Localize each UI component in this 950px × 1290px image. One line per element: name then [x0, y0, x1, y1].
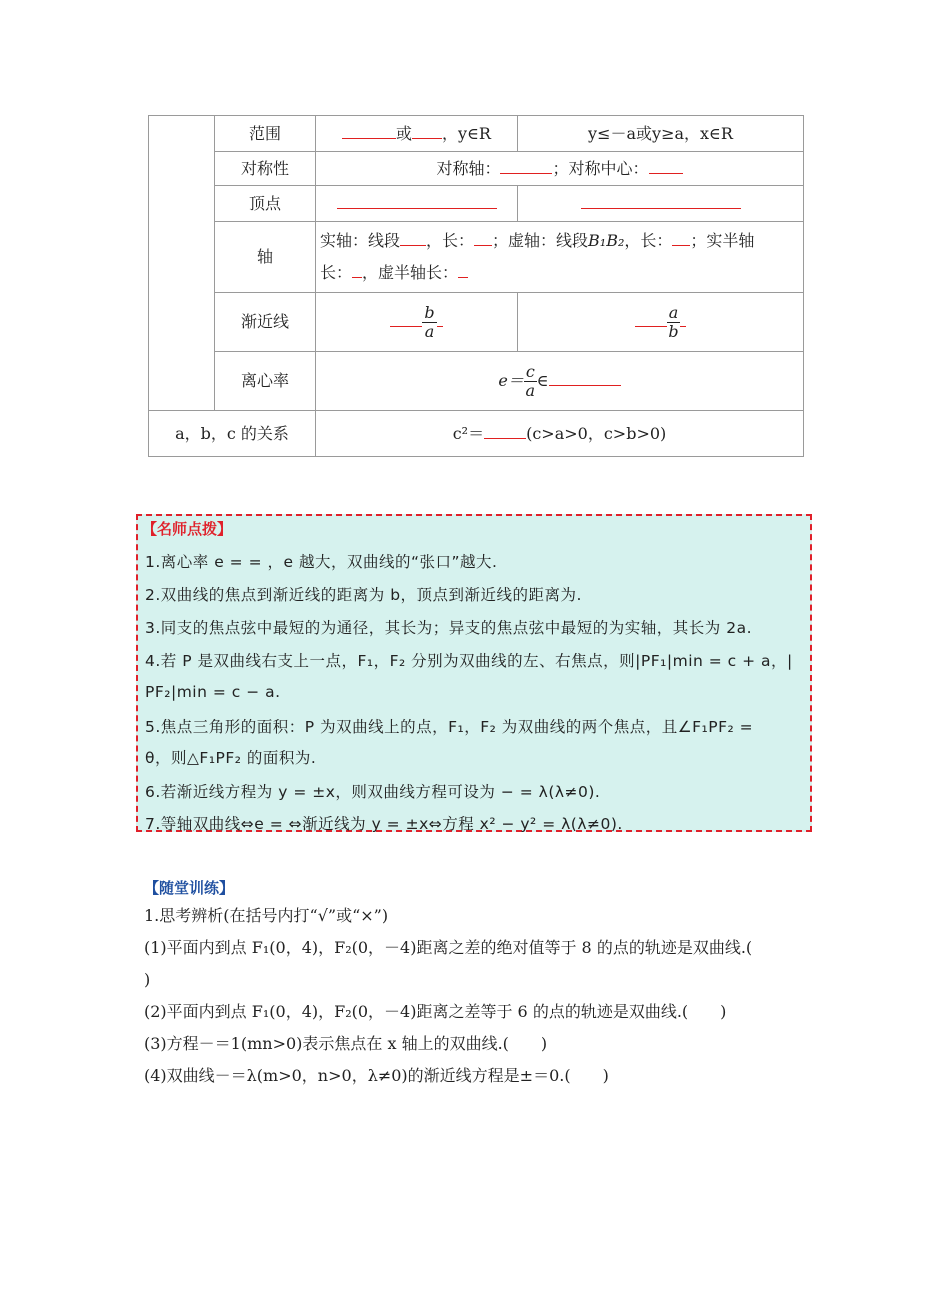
range-col2: y≤－a或y≥a，x∈R [518, 116, 804, 152]
row-label-vertex: 顶点 [215, 186, 316, 222]
range-col1: 或 ，y∈R [316, 116, 518, 152]
row-label-asymptote: 渐近线 [215, 293, 316, 352]
blank [649, 157, 683, 174]
tip-item: 4.若 P 是双曲线右支上一点，F₁，F₂ 分别为双曲线的左、右焦点，则|PF₁|min = c + a，| [145, 652, 793, 670]
blank [500, 157, 552, 174]
fraction: $\frac{b}{a}$ [424, 302, 435, 341]
asymptote-col2 [518, 293, 804, 352]
blank [437, 310, 443, 327]
blank [635, 310, 667, 327]
blank [484, 422, 526, 439]
blank [390, 310, 422, 327]
symmetry-value: 对称轴： ；对称中心： [316, 152, 804, 186]
tip-item: 5.焦点三角形的面积：P 为双曲线上的点，F₁，F₂ 为双曲线的两个焦点，且∠F₁PF₂ = [145, 718, 754, 736]
tip-item: 3.同支的焦点弦中最短的为通径，其长为；异支的焦点弦中最短的为实轴，其长为 2a. [145, 619, 753, 637]
practice-section [144, 876, 794, 1092]
vertex-col1 [316, 186, 518, 222]
relation-value: c²＝ (c>a>0，c>b>0) [316, 411, 804, 457]
practice-line: (4)双曲线－＝λ(m>0，n>0，λ≠0)的渐近线方程是±＝0.( ) [144, 1066, 609, 1085]
blank [672, 229, 690, 246]
practice-line: (1)平面内到点 F₁(0，4)，F₂(0，－4)距离之差的绝对值等于 8 的点的轨迹是双曲线.( [144, 938, 753, 957]
blank [412, 122, 442, 139]
axes-value: 实轴：线段 ，长： ；虚轴：线段B₁B₂，长： ；实半轴 长： ，虚半轴长： [316, 222, 804, 293]
tip-item: PF₂|min = c − a. [145, 683, 281, 701]
fraction: $\frac{a}{b}$ [668, 302, 679, 341]
hyperbola-properties-table [148, 115, 804, 457]
row-label-axes: 轴 [215, 222, 316, 293]
blank [680, 310, 686, 327]
blank [400, 229, 426, 246]
row-label-symmetry: 对称性 [215, 152, 316, 186]
tip-item: 2.双曲线的焦点到渐近线的距离为 b，顶点到渐近线的距离为. [145, 586, 582, 604]
asymptote-col1 [316, 293, 518, 352]
blank [474, 229, 492, 246]
blank [549, 369, 621, 386]
tip-item: 6.若渐近线方程为 y = ±x，则双曲线方程可设为 − = λ(λ≠0). [145, 783, 601, 801]
blank [342, 122, 396, 139]
eccentricity-value: e＝ $\frac{c}{a}$ ∈ [316, 352, 804, 411]
practice-line: (2)平面内到点 F₁(0，4)，F₂(0，－4)距离之差等于 6 的点的轨迹是双曲线.( ) [144, 1002, 727, 1021]
row-label-eccentricity: 离心率 [215, 352, 316, 411]
tips-title: 【名师点拨】 [142, 520, 233, 538]
practice-title: 【随堂训练】 [144, 879, 235, 897]
blank [581, 192, 741, 209]
practice-line: ) [144, 970, 151, 989]
vertex-col2 [518, 186, 804, 222]
fraction: $\frac{c}{a}$ [525, 361, 536, 400]
blank [352, 261, 362, 278]
merged-left-cell [149, 116, 215, 411]
tip-item: 7.等轴双曲线⇔e = ⇔渐近线为 y = ±x⇔方程 x² − y² = λ(λ≠0). [145, 815, 623, 833]
blank [337, 192, 497, 209]
tip-item: 1.离心率 e = = ，e 越大，双曲线的“张口”越大. [145, 553, 498, 571]
row-label-relation: a，b，c 的关系 [149, 411, 316, 457]
row-label-range: 范围 [215, 116, 316, 152]
practice-line: 1.思考辨析(在括号内打“√”或“×”) [144, 906, 389, 925]
tip-item: θ，则△F₁PF₂ 的面积为. [145, 749, 317, 767]
practice-line: (3)方程－＝1(mn>0)表示焦点在 x 轴上的双曲线.( ) [144, 1034, 548, 1053]
blank [458, 261, 468, 278]
teacher-tips-box [136, 514, 812, 832]
